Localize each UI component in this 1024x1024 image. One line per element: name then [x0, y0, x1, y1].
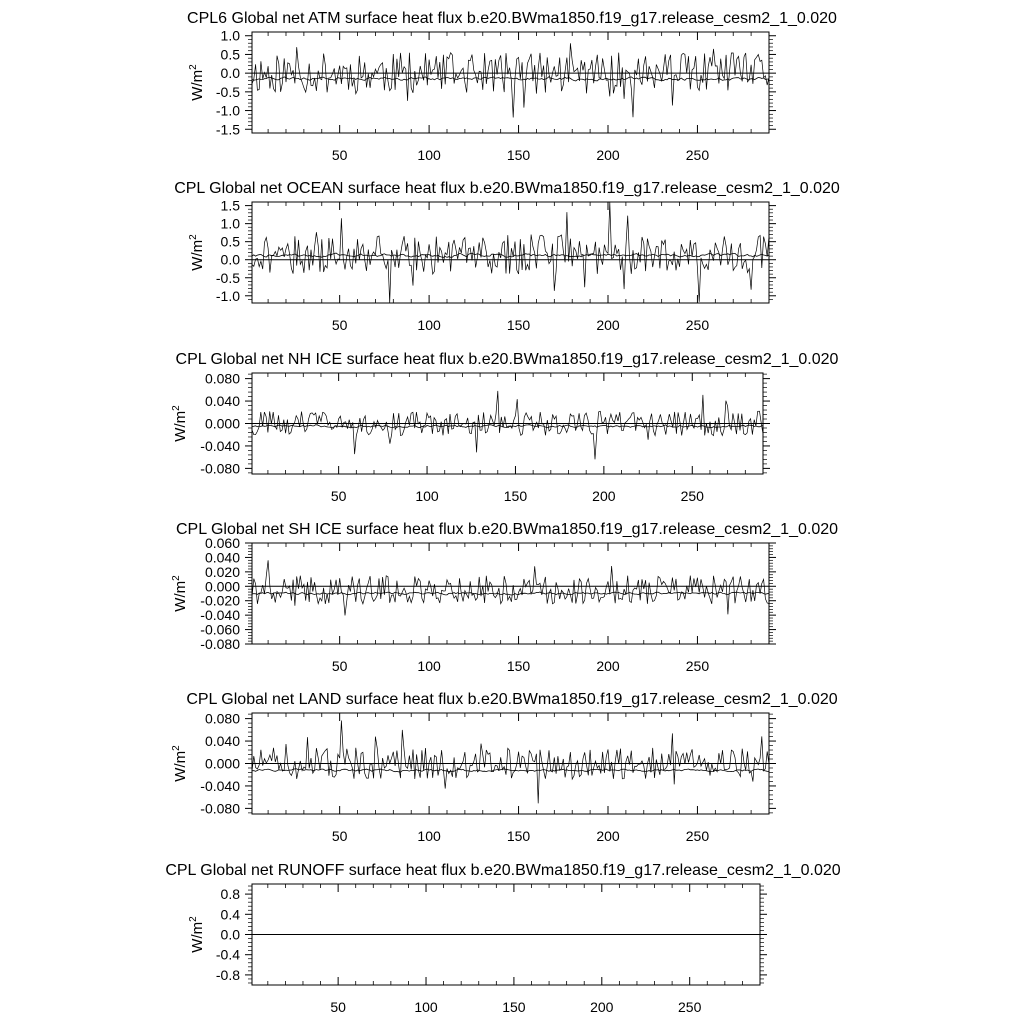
- y-tick-label: -0.040: [200, 437, 240, 454]
- x-tick-label: 200: [596, 317, 620, 333]
- x-tick-label: 200: [590, 999, 614, 1015]
- y-tick-label: -0.040: [200, 777, 240, 794]
- y-tick-label: 0.020: [204, 563, 240, 580]
- chart-panel-6: [165, 862, 840, 1015]
- y-axis-label-text: W/m: [172, 410, 189, 442]
- series-line-1: [252, 560, 769, 615]
- y-tick-label: -1.0: [215, 287, 240, 304]
- x-tick-label: 250: [685, 147, 710, 163]
- y-axis-label-text: W/m: [172, 750, 189, 782]
- x-tick-label: 150: [506, 828, 531, 844]
- x-tick-label: 50: [330, 999, 346, 1015]
- chart-panel-1: [187, 10, 837, 163]
- x-tick-label: 200: [596, 658, 620, 674]
- y-axis-label: [188, 234, 206, 271]
- x-tick-label: 100: [415, 488, 439, 504]
- plot-frame: [252, 32, 769, 133]
- x-tick-label: 50: [331, 828, 348, 844]
- x-tick-label: 50: [331, 658, 348, 674]
- x-tick-label: 50: [331, 147, 348, 163]
- y-axis-label: [188, 916, 206, 953]
- y-axis-label: [188, 64, 206, 101]
- y-tick-label: -0.060: [200, 621, 240, 638]
- chart-panel-4: [171, 521, 838, 674]
- y-tick-label: 0.5: [220, 233, 240, 250]
- chart-title: CPL Global net NH ICE surface heat flux b.e20.BWma1850.f19_g17.release_cesm2_1_0.020: [175, 351, 839, 368]
- y-axis-label-text: W/m: [172, 580, 189, 612]
- x-tick-label: 150: [506, 658, 531, 674]
- y-axis-label-superscript: 2: [188, 916, 199, 922]
- x-tick-label: 150: [503, 488, 528, 504]
- y-tick-label: -1.0: [215, 102, 240, 119]
- chart-title: CPL Global net LAND surface heat flux b.e20.BWma1850.f19_g17.release_cesm2_1_0.020: [186, 691, 838, 708]
- x-tick-label: 100: [417, 147, 441, 163]
- y-tick-label: 0.0: [220, 251, 240, 268]
- x-tick-label: 250: [680, 488, 704, 504]
- x-tick-label: 50: [330, 488, 347, 504]
- y-axis-label-text: W/m: [189, 69, 206, 101]
- x-tick-label: 150: [506, 317, 531, 333]
- x-tick-label: 250: [678, 999, 702, 1015]
- x-tick-label: 150: [502, 999, 526, 1015]
- chart-title: CPL6 Global net ATM surface heat flux b.e20.BWma1850.f19_g17.release_cesm2_1_0.020: [187, 10, 837, 27]
- y-axis-label-text: W/m: [189, 921, 206, 953]
- y-axis-label: [171, 575, 189, 612]
- x-tick-label: 200: [596, 828, 620, 844]
- y-axis-label-text: W/m: [189, 239, 206, 271]
- x-tick-label: 150: [506, 147, 531, 163]
- x-tick-label: 200: [592, 488, 616, 504]
- chart-panel-5: [171, 691, 838, 844]
- chart-title: CPL Global net RUNOFF surface heat flux b.e20.BWma1850.f19_g17.release_cesm2_1_0.020: [165, 862, 841, 879]
- y-tick-label: 0.0: [220, 926, 240, 943]
- y-tick-label: -0.080: [200, 800, 240, 817]
- x-tick-label: 250: [685, 828, 710, 844]
- y-tick-label: 1.5: [220, 197, 240, 214]
- y-axis-label-superscript: 2: [188, 234, 199, 240]
- y-tick-label: 0.040: [204, 549, 240, 566]
- y-tick-label: -0.5: [215, 269, 240, 286]
- chart-panel-3: [171, 351, 839, 504]
- y-tick-label: -0.080: [200, 460, 240, 477]
- y-tick-label: -0.4: [215, 946, 240, 963]
- y-tick-label: 0.8: [220, 886, 240, 903]
- x-tick-label: 100: [417, 828, 441, 844]
- series-line-1: [252, 202, 769, 303]
- y-tick-label: -0.8: [215, 966, 240, 983]
- chart-title: CPL Global net SH ICE surface heat flux b.e20.BWma1850.f19_g17.release_cesm2_1_0.020: [175, 521, 839, 538]
- y-tick-label: -0.5: [215, 83, 240, 100]
- y-axis-label-superscript: 2: [171, 745, 182, 751]
- y-tick-label: 1.0: [220, 215, 240, 232]
- y-tick-label: 0.040: [204, 733, 240, 750]
- x-tick-label: 250: [685, 658, 710, 674]
- y-axis-label-superscript: 2: [171, 575, 182, 581]
- x-tick-label: 100: [417, 658, 441, 674]
- chart-title: CPL Global net OCEAN surface heat flux b.e20.BWma1850.f19_g17.release_cesm2_1_0.020: [174, 180, 840, 197]
- y-axis-label: [171, 405, 189, 442]
- y-axis-label: [171, 745, 189, 782]
- y-tick-label: 0.4: [220, 906, 240, 923]
- y-tick-label: 0.000: [204, 755, 240, 772]
- series-line-1: [252, 721, 769, 804]
- y-tick-label: 0.5: [220, 46, 240, 63]
- y-tick-label: 0.0: [220, 65, 240, 82]
- y-tick-label: -0.020: [200, 592, 240, 609]
- y-axis-label-superscript: 2: [171, 405, 182, 411]
- x-tick-label: 100: [417, 317, 441, 333]
- y-tick-label: -1.5: [215, 121, 240, 138]
- y-tick-label: 1.0: [220, 27, 240, 44]
- x-tick-label: 250: [685, 317, 710, 333]
- y-axis-label-superscript: 2: [188, 64, 199, 70]
- x-tick-label: 200: [596, 147, 620, 163]
- y-tick-label: 0.000: [204, 578, 240, 595]
- y-tick-label: 0.000: [204, 415, 240, 432]
- y-tick-label: 0.060: [204, 535, 240, 551]
- y-tick-label: 0.080: [204, 710, 240, 727]
- series-line-1: [252, 43, 769, 117]
- x-tick-label: 50: [331, 317, 348, 333]
- y-tick-label: 0.080: [204, 370, 240, 387]
- y-tick-label: 0.040: [204, 393, 240, 410]
- series-line-1: [252, 391, 763, 460]
- y-tick-label: -0.040: [200, 607, 240, 624]
- x-tick-label: 100: [414, 999, 438, 1015]
- chart-panel-2: [174, 180, 840, 333]
- y-tick-label: -0.080: [200, 636, 240, 652]
